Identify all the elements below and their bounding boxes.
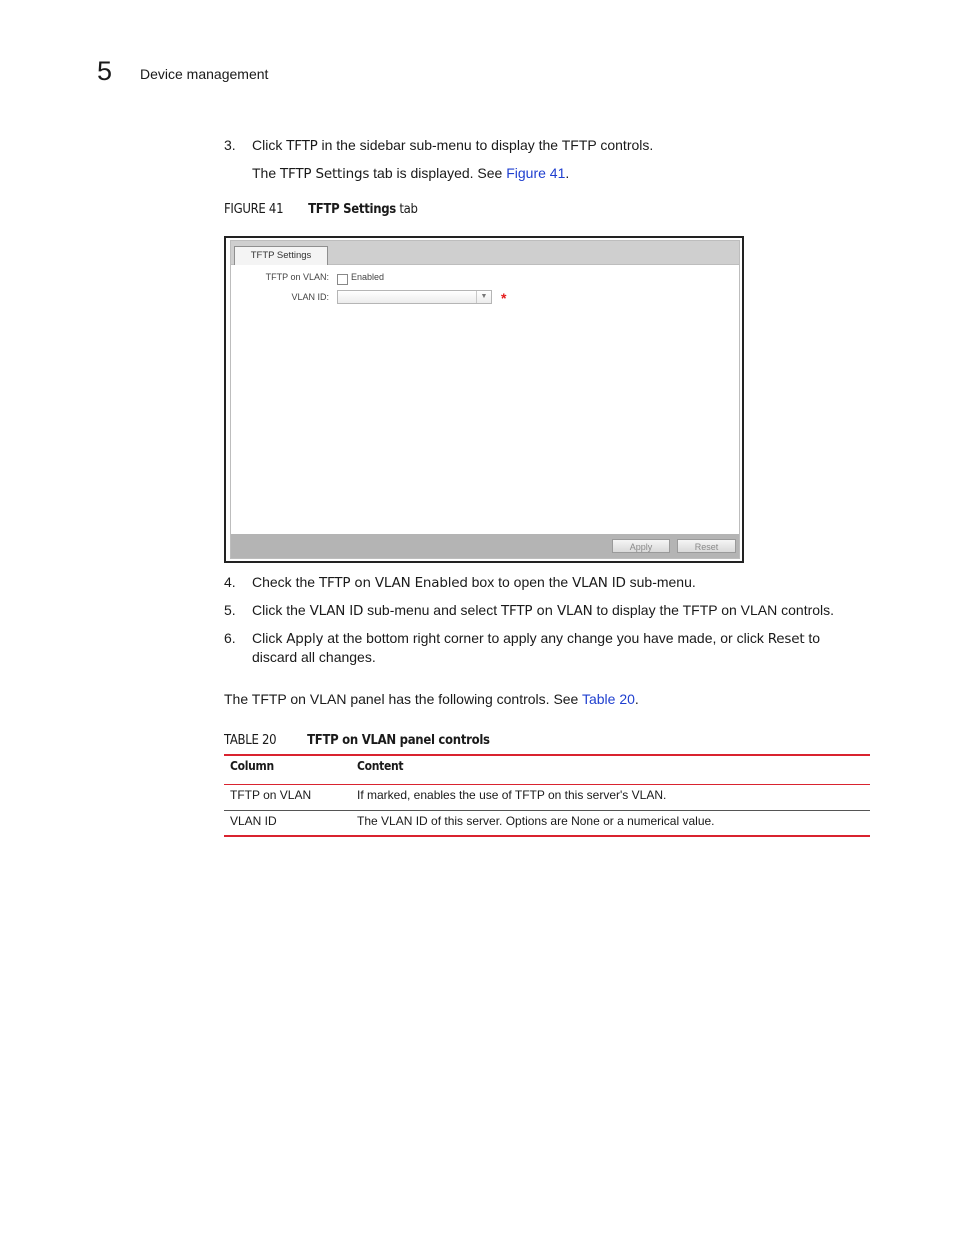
table-cell: If marked, enables the use of TFTP on this server's VLAN. — [357, 788, 667, 802]
tftp-on-vlan-label: TFTP on VLAN: — [265, 272, 329, 282]
vlan-id-label: VLAN ID: — [291, 292, 329, 302]
step-text: sub-menu. — [625, 574, 696, 590]
enabled-label: Enabled — [351, 272, 385, 282]
step-6 — [224, 629, 874, 665]
tab-tftp-settings[interactable]: TFTP Settings — [234, 246, 328, 265]
step-text: tab is displayed. See — [369, 165, 507, 181]
ui-term: VLAN ID — [309, 603, 364, 619]
chevron-down-icon[interactable]: ▼ — [476, 291, 491, 303]
step-text: The — [252, 165, 281, 181]
figure-title-rest: tab — [395, 202, 418, 217]
step-text: to display the TFTP on VLAN controls. — [592, 602, 835, 618]
figure-link[interactable]: Figure 41 — [506, 165, 566, 181]
apply-button[interactable]: Apply — [612, 539, 670, 553]
chapter-number: 5 — [97, 56, 113, 86]
enabled-checkbox[interactable] — [337, 274, 348, 285]
table-cell: The VLAN ID of this server. Options are None or a numerical value. — [357, 814, 715, 828]
step-5 — [224, 601, 874, 619]
step-text: box to open the — [467, 574, 573, 590]
figure-title: TFTP Settings — [308, 202, 396, 217]
tftp-settings-screenshot — [224, 236, 744, 563]
step-text: Click — [252, 630, 287, 646]
step-number: 6. — [224, 630, 236, 646]
ui-term: VLAN ID — [572, 575, 626, 591]
row-rule — [224, 810, 870, 811]
column-header: Content — [357, 759, 404, 773]
step-text: . — [565, 165, 570, 181]
step-text: at the bottom right corner to apply any change you have made, or click — [323, 630, 768, 646]
step-number: 5. — [224, 602, 236, 618]
vlan-id-dropdown[interactable] — [337, 290, 492, 304]
intro-text: . — [634, 691, 639, 707]
step-3-result — [252, 164, 872, 183]
ui-term: Apply — [286, 631, 324, 647]
controls-table — [224, 754, 870, 838]
step-text: sub-menu and select — [363, 602, 501, 618]
step-text: in the sidebar sub-menu to display the TFTP controls. — [317, 137, 654, 153]
ui-term: Reset — [767, 631, 805, 647]
table-top-rule — [224, 754, 870, 756]
table-bottom-rule — [224, 835, 870, 837]
step-4 — [224, 573, 874, 591]
step-number: 4. — [224, 574, 236, 590]
figure-caption — [224, 202, 418, 217]
ui-term: TFTP — [286, 138, 318, 154]
table-cell: TFTP on VLAN — [230, 788, 312, 802]
figure-label: FIGURE 41 — [224, 202, 284, 217]
step-text: Check the — [252, 574, 319, 590]
table-title: TFTP on VLAN panel controls — [307, 733, 490, 748]
tab-strip — [231, 241, 739, 265]
header-rule — [224, 784, 870, 785]
button-bar — [231, 534, 739, 558]
table-label: TABLE 20 — [224, 733, 277, 748]
intro-text: The TFTP on VLAN panel has the following controls. See — [224, 691, 582, 707]
chapter-title: Device management — [140, 66, 269, 82]
step-text: discard all changes. — [252, 649, 376, 665]
step-text: Click the — [252, 602, 310, 618]
table-link[interactable]: Table 20 — [581, 691, 635, 707]
table-intro — [224, 690, 874, 708]
step-text: Click — [252, 137, 287, 153]
step-3 — [224, 136, 874, 154]
table-cell: VLAN ID — [230, 814, 277, 828]
settings-panel — [230, 240, 740, 559]
table-caption — [224, 733, 490, 748]
ui-term: TFTP on VLAN — [501, 603, 593, 619]
column-header: Column — [230, 759, 274, 773]
required-icon: * — [501, 290, 507, 306]
step-number: 3. — [224, 137, 236, 153]
ui-term: TFTP on VLAN Enabled — [318, 575, 468, 591]
ui-term: TFTP Settings — [280, 166, 370, 182]
reset-button[interactable]: Reset — [677, 539, 736, 553]
step-text: to — [804, 630, 821, 646]
